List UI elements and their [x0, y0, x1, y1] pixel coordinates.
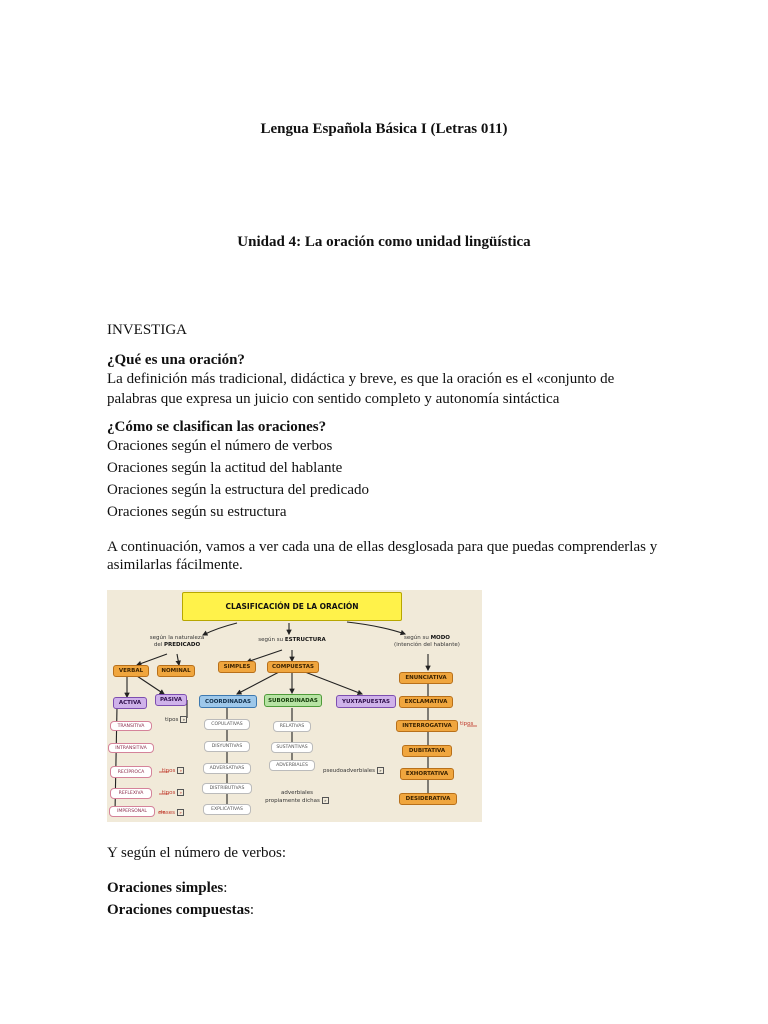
node-nominal: NOMINAL	[157, 665, 195, 677]
course-title: Lengua Española Básica I (Letras 011)	[260, 121, 508, 137]
node-relativas: RELATIVAS	[273, 721, 311, 732]
node-distributivas: DISTRIBUTIVAS	[202, 783, 252, 794]
node-explicativas: EXPLICATIVAS	[203, 804, 251, 815]
tipos-text: tipos	[165, 717, 179, 723]
tipos-link	[162, 767, 184, 775]
node-subordinadas: SUBORDINADAS	[264, 694, 322, 707]
oraciones-simples-line	[107, 878, 227, 898]
branch-modo-bold: MODO	[430, 635, 450, 641]
node-coordinadas: COORDINADAS	[199, 695, 257, 708]
node-yuxtapuestas: YUXTAPUESTAS	[336, 695, 396, 708]
node-simples: SIMPLES	[218, 661, 256, 673]
node-copulativas: COPULATIVAS	[204, 719, 250, 730]
colon: :	[223, 880, 228, 896]
definition-line-2: palabras que expresa un juicio con sentido completo y autonomía sintáctica	[107, 391, 560, 407]
classification-item: Oraciones según el número de verbos	[107, 438, 333, 454]
branch-predicado-pre: según la naturaleza	[149, 635, 205, 641]
tipos-text: tipos	[162, 768, 176, 774]
node-sustantivas: SUSTANTIVAS	[271, 742, 313, 753]
expand-icon: »	[177, 809, 184, 816]
branch-predicado-label	[132, 635, 222, 649]
node-verbal: VERBAL	[113, 665, 149, 677]
node-exclamativa: EXCLAMATIVA	[399, 696, 453, 708]
question-what-is: ¿Qué es una oración?	[107, 352, 245, 368]
branch-modo-label	[377, 635, 477, 649]
branch-predicado-bold: PREDICADO	[163, 642, 201, 648]
node-enunciativa: ENUNCIATIVA	[399, 672, 453, 684]
definition-line-1: La definición más tradicional, didáctica y breve, es que la oración es el «conjunto de	[107, 371, 615, 387]
node-compuestas: COMPUESTAS	[267, 661, 319, 673]
root-node: CLASIFICACIÓN DE LA ORACIÓN	[182, 592, 402, 621]
node-exhortativa: EXHORTATIVA	[400, 768, 454, 780]
oraciones-compuestas-line	[107, 900, 254, 920]
node-transitiva: TRANSITIVA	[110, 721, 152, 731]
node-desiderativa: DESIDERATIVA	[399, 793, 457, 805]
node-activa: ACTIVA	[113, 697, 147, 709]
branch-estructura-bold: ESTRUCTURA	[284, 637, 326, 643]
classification-item: Oraciones según la actitud del hablante	[107, 460, 343, 476]
node-intransitiva: INTRANSITIVA	[108, 743, 154, 753]
node-adversativas: ADVERSATIVAS	[203, 763, 251, 774]
question-classify: ¿Cómo se clasifican las oraciones?	[107, 419, 327, 435]
branch-modo-pre: según su	[404, 635, 429, 641]
node-adverbiales: ADVERBIALES	[269, 760, 315, 771]
intro-line-2: asimilarlas fácilmente.	[107, 557, 243, 573]
oraciones-compuestas-label: Oraciones compuestas	[107, 902, 250, 918]
branch-modo-sub: (intención del hablante)	[394, 642, 460, 648]
pseudo-text: pseudoadverbiales	[323, 768, 376, 774]
intro-line-1: A continuación, vamos a ver cada una de ellas desglosada para que puedas comprenderlas y	[107, 539, 658, 555]
branch-estructura-pre: según su	[258, 637, 284, 643]
colon: :	[249, 902, 255, 918]
tipos-link: tipos	[460, 721, 474, 727]
clases-text: clases	[158, 810, 176, 816]
expand-icon: »	[180, 716, 187, 723]
unit-title: Unidad 4: La oración como unidad lingüística	[237, 234, 531, 250]
node-disyuntivas: DISYUNTIVAS	[204, 741, 250, 752]
classification-item: Oraciones según la estructura del predicado	[107, 482, 369, 498]
tipos-link	[162, 789, 184, 797]
node-pasiva: PASIVA	[155, 694, 187, 706]
expand-icon: »	[322, 797, 329, 804]
tipos-text: tipos	[162, 790, 176, 796]
node-reflexiva: REFLEXIVA	[110, 788, 152, 799]
tipos-link	[165, 716, 187, 724]
node-interrogativa: INTERROGATIVA	[396, 720, 458, 732]
numero-verbos-intro: Y según el número de verbos:	[107, 845, 286, 861]
node-reciproca: RECÍPROCA	[110, 766, 152, 778]
classification-concept-map	[107, 590, 482, 822]
expand-icon: »	[177, 789, 184, 796]
clases-link	[158, 809, 184, 817]
section-heading: INVESTIGA	[107, 322, 187, 338]
classification-item: Oraciones según su estructura	[107, 504, 287, 520]
adverbiales-propiamente-label	[257, 790, 337, 805]
expand-icon: »	[177, 767, 184, 774]
adv-proper-line2: propiamente dichas	[265, 798, 320, 804]
pseudoadverbiales-link	[323, 767, 384, 775]
branch-predicado-mid: del	[153, 642, 163, 648]
branch-estructura-label	[247, 637, 337, 644]
node-impersonal: IMPERSONAL	[109, 806, 155, 817]
node-dubitativa: DUBITATIVA	[402, 745, 452, 757]
expand-icon: »	[377, 767, 384, 774]
oraciones-simples-label: Oraciones simples	[107, 880, 224, 896]
adv-proper-line1: adverbiales	[281, 790, 313, 796]
